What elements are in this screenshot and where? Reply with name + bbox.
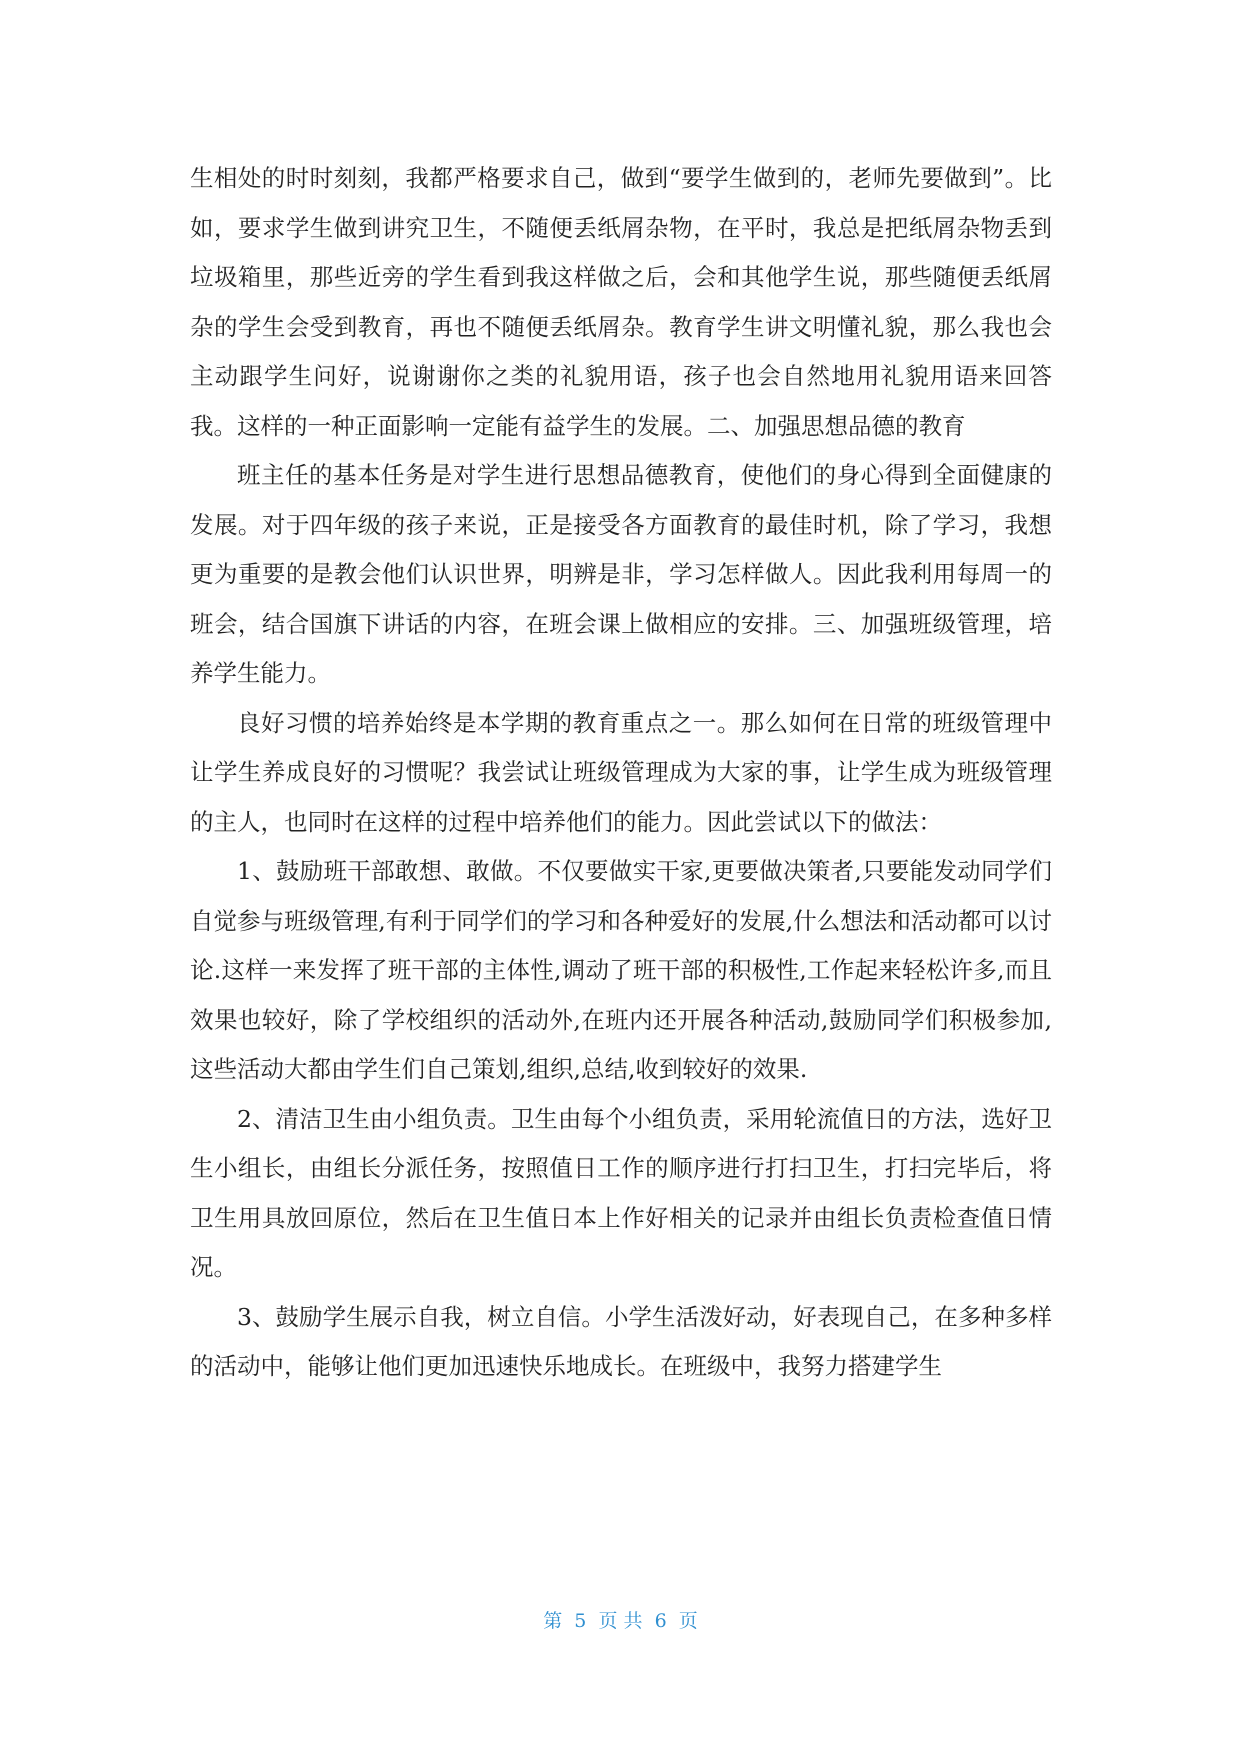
page-number-footer: 第 5 页 共 6 页 xyxy=(543,1610,698,1632)
paragraph-continued: 生相处的时时刻刻，我都严格要求自己，做到“要学生做到的，老师先要做到”。比如，要求学生做到讲究卫生，不随便丢纸屑杂物，在平时，我总是把纸屑杂物丢到垃圾箱里，那些近旁的学生看到我这样做之后，会和其他学生说，那些随便丢纸屑杂的学生会受到教育，再也不随便丢纸屑杂。教育学生讲文明懂礼貌，那么我也会主动跟学生问好，说谢谢你之类的礼貌用语，孩子也会自然地用礼貌用语来回答我。这样的一种正面影响一定能有益学生的发展。二、加强思想品德的教育 xyxy=(190,164,1052,440)
document-body xyxy=(190,154,1052,1392)
paragraph-item-1: 1、鼓励班干部敢想、敢做。不仅要做实干家,更要做决策者,只要能发动同学们自觉参与班级管理,有利于同学们的学习和各种爱好的发展,什么想法和活动都可以讨论.这样一来发挥了班干部的主体性,调动了班干部的积极性,工作起来轻松许多,而且效果也较好，除了学校组织的活动外,在班内还开展各种活动,鼓励同学们积极参加,这些活动大都由学生们自己策划,组织,总结,收到较好的效果. xyxy=(190,857,1052,1083)
paragraph-moral-education: 班主任的基本任务是对学生进行思想品德教育，使他们的身心得到全面健康的发展。对于四年级的孩子来说，正是接受各方面教育的最佳时机，除了学习，我想更为重要的是教会他们认识世界，明辨是非，学习怎样做人。因此我利用每周一的班会，结合国旗下讲话的内容，在班会课上做相应的安排。三、加强班级管理，培养学生能力。 xyxy=(190,461,1052,687)
paragraph-item-3: 3、鼓励学生展示自我，树立自信。小学生活泼好动，好表现自己，在多种多样的活动中，能够让他们更加迅速快乐地成长。在班级中，我努力搭建学生 xyxy=(190,1302,1052,1380)
paragraph-good-habits: 良好习惯的培养始终是本学期的教育重点之一。那么如何在日常的班级管理中让学生养成良好的习惯呢？我尝试让班级管理成为大家的事，让学生成为班级管理的主人，也同时在这样的过程中培养他们的能力。因此尝试以下的做法： xyxy=(190,708,1052,836)
paragraph-item-2: 2、清洁卫生由小组负责。卫生由每个小组负责，采用轮流值日的方法，选好卫生小组长，由组长分派任务，按照值日工作的顺序进行打扫卫生，打扫完毕后，将卫生用具放回原位，然后在卫生值日本上作好相关的记录并由组长负责检查值日情况。 xyxy=(190,1104,1052,1281)
